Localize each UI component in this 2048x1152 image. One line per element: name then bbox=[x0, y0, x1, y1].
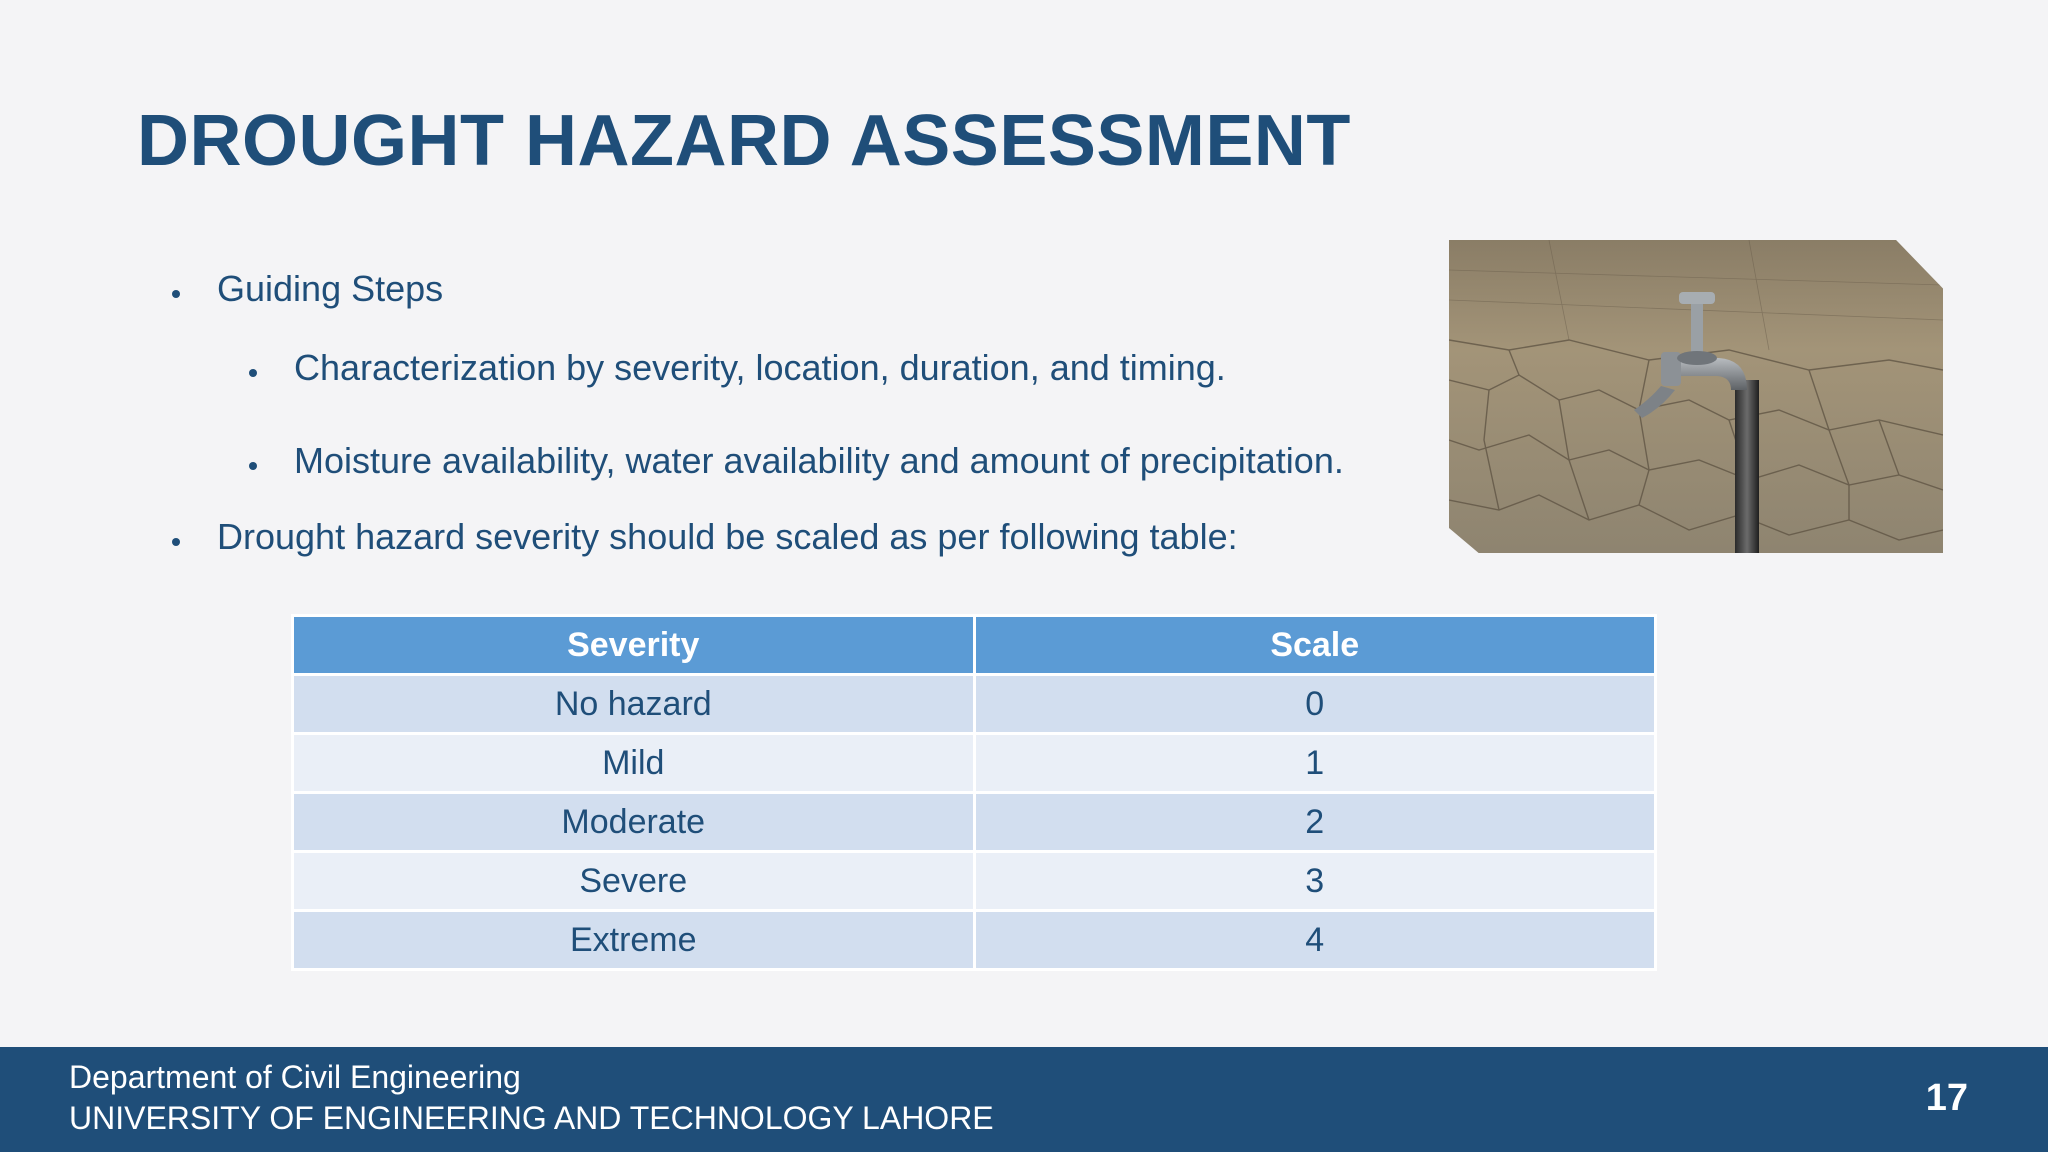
bullet-dot-icon bbox=[249, 369, 257, 377]
scale-cell: 0 bbox=[974, 675, 1656, 734]
severity-scale-table bbox=[291, 614, 1657, 971]
footer-department: Department of Civil Engineering bbox=[69, 1059, 521, 1095]
dry-tap-photo bbox=[1449, 240, 1943, 553]
table-row bbox=[293, 793, 1656, 852]
bullet-moisture bbox=[294, 440, 1344, 482]
scale-cell: 2 bbox=[974, 793, 1656, 852]
table-row bbox=[293, 911, 1656, 970]
bullet-text: Drought hazard severity should be scaled as per following table: bbox=[217, 516, 1238, 557]
bullet-text: Moisture availability, water availability and amount of precipitation. bbox=[294, 440, 1344, 481]
scale-cell: 3 bbox=[974, 852, 1656, 911]
table-row bbox=[293, 852, 1656, 911]
footer-bar bbox=[0, 1047, 2048, 1152]
severity-cell: Extreme bbox=[293, 911, 975, 970]
bullet-guiding-steps bbox=[217, 268, 443, 310]
bullet-text: Guiding Steps bbox=[217, 268, 444, 309]
table-row bbox=[293, 734, 1656, 793]
bullet-dot-icon bbox=[172, 538, 180, 546]
scale-cell: 1 bbox=[974, 734, 1656, 793]
footer-university: UNIVERSITY OF ENGINEERING AND TECHNOLOGY LAHORE bbox=[69, 1100, 994, 1136]
bullet-dot-icon bbox=[172, 290, 180, 298]
header-severity: Severity bbox=[293, 616, 975, 675]
bullet-text: Characterization by severity, location, duration, and timing. bbox=[294, 347, 1226, 388]
bullet-dot-icon bbox=[249, 462, 257, 470]
table-row bbox=[293, 675, 1656, 734]
scale-cell: 4 bbox=[974, 911, 1656, 970]
slide-title: DROUGHT HAZARD ASSESSMENT bbox=[137, 101, 1351, 181]
severity-cell: Moderate bbox=[293, 793, 975, 852]
bullet-severity-scaling bbox=[217, 516, 1238, 558]
header-scale: Scale bbox=[974, 616, 1656, 675]
bullet-characterization bbox=[294, 347, 1226, 389]
severity-cell: Severe bbox=[293, 852, 975, 911]
severity-cell: Mild bbox=[293, 734, 975, 793]
dry-tap-icon bbox=[1449, 240, 1943, 553]
table-header-row bbox=[293, 616, 1656, 675]
page-number: 17 bbox=[1925, 1077, 1968, 1119]
severity-cell: No hazard bbox=[293, 675, 975, 734]
